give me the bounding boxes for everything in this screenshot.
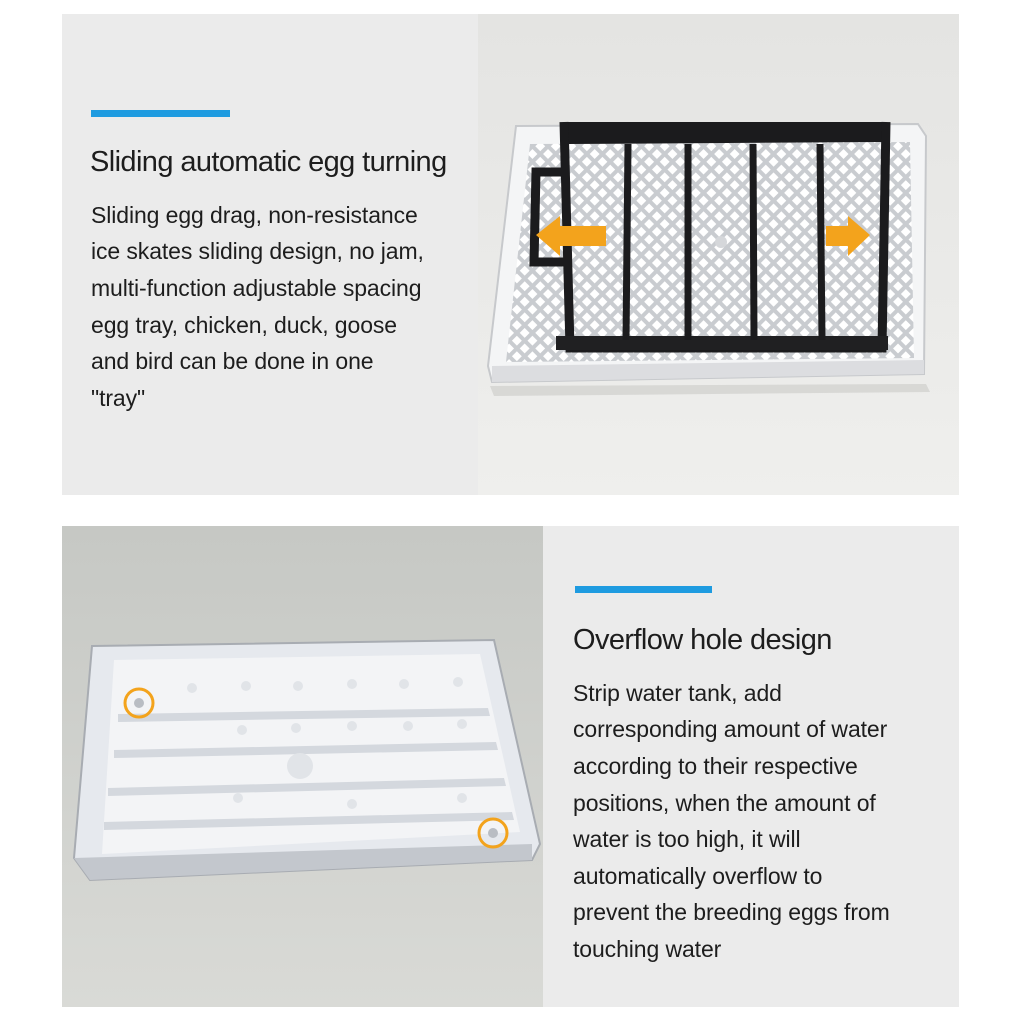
- overflow-body-line-3: according to their respective: [573, 753, 858, 779]
- egg-turning-body-line-4: egg tray, chicken, duck, goose: [91, 312, 397, 338]
- overflow-body-line-7: prevent the breeding eggs from: [573, 899, 890, 925]
- egg-turning-accent-bar: [91, 110, 230, 117]
- egg-turning-text-panel: [62, 14, 478, 495]
- overflow-text-panel: [543, 526, 959, 1007]
- overflow-heading: Overflow hole design: [573, 624, 832, 656]
- overflow-accent-bar: [575, 586, 712, 593]
- egg-turning-body-line-3: multi-function adjustable spacing: [91, 275, 422, 301]
- overflow-body-line-6: automatically overflow to: [573, 863, 823, 889]
- overflow-body-line-8: touching water: [573, 936, 722, 962]
- overflow-body-line-5: water is too high, it will: [573, 826, 801, 852]
- egg-turning-body-line-6: "tray": [91, 385, 146, 411]
- overflow-body-line-4: positions, when the amount of: [573, 790, 876, 816]
- egg-turning-body-line-5: and bird can be done in one: [91, 348, 374, 374]
- egg-turning-heading: Sliding automatic egg turning: [90, 146, 447, 178]
- overflow-body-line-2: corresponding amount of water: [573, 716, 888, 742]
- egg-turning-body-line-1: Sliding egg drag, non-resistance: [91, 202, 418, 228]
- egg-turning-body-line-2: ice skates sliding design, no jam,: [91, 238, 424, 264]
- egg-tray-photo: [478, 14, 959, 495]
- water-tank-photo: [62, 526, 543, 1007]
- overflow-body-line-1: Strip water tank, add: [573, 680, 782, 706]
